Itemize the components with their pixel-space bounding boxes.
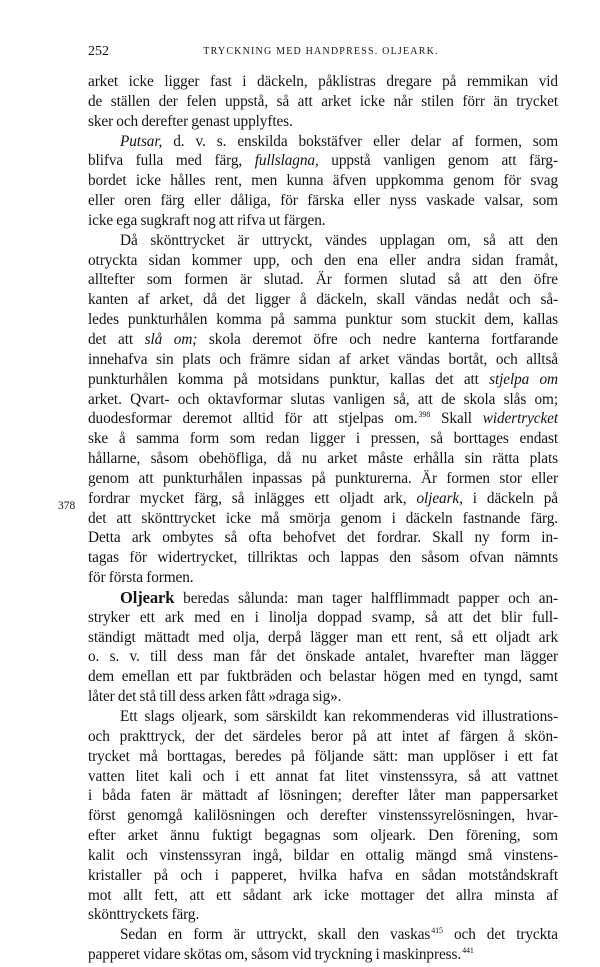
- running-title: TRYCKNING MED HANDPRESS. OLJEARK.: [203, 46, 439, 57]
- text-line: o. s. v. till dess man får det önskade antalet, hvarefter man lägger: [88, 648, 558, 666]
- text-line: Putsar, d. v. s. enskilda bokstäfver eller delar af formen, som: [120, 132, 558, 150]
- footnote-ref: 415: [431, 926, 443, 936]
- text-line: det att skönttrycket icke må smörja genom i däckeln fastnande färg.: [88, 509, 558, 527]
- text-line: för första formen.: [88, 569, 194, 587]
- text-line: ske å samma form som redan ligger i pressen, så borttages endast: [88, 430, 558, 448]
- footnote-ref: 441: [462, 946, 474, 956]
- page-number: 252: [88, 44, 109, 59]
- text-line: kalit och vinstenssyran ingå, bildar en ottalig mängd små vinstens-: [88, 846, 558, 864]
- section-headword: Oljeark: [120, 587, 175, 607]
- italic-term: stjelpa om: [489, 370, 558, 388]
- footnote-ref: 398: [418, 410, 431, 420]
- text-line: ständigt mättadt med olja, derpå lägger man ett rent, så ett oljadt ark: [88, 628, 558, 646]
- text-line: innehafva sin plats och främre sidan af arket vändas bortåt, och alltså: [88, 350, 558, 368]
- text-line: arket icke ligger fast i däckeln, påklistras dregare på remmikan vid: [88, 73, 558, 90]
- text-line: och prakttryck, der det särdeles beror på att intet af färgen å skön-: [88, 727, 558, 745]
- text-line: sker och derefter genast upplyftes.: [88, 112, 293, 130]
- text-line: icke ega sugkraft nog att rifva ut färgen.: [88, 211, 326, 229]
- text-line: Ett slags oljeark, som särskildt kan rekommenderas vid illustrations-: [120, 708, 558, 725]
- text-line: kanten af arket, då det ligger å däckeln, skall vändas nedåt och så-: [88, 291, 558, 309]
- text-line: Då skönttrycket är uttryckt, vändes upplagan om, så att den: [120, 231, 558, 249]
- text-line: mot allt fett, att ett sådant ark icke mottager det allra minsta af: [88, 886, 558, 904]
- text-line: tagas för widertrycket, tillriktas och lappas den såsom ofvan nämnts: [88, 549, 558, 567]
- text-line: eller oren färg eller dåliga, för färska eller nyss vaskade valsar, som: [88, 192, 558, 210]
- text-line: alltefter som formen är slutad. Är formen slutad så att den öfre: [88, 271, 558, 289]
- text-line: vatten litet kali och i ett annat fat litet vinstenssyra, så att vattnet: [88, 767, 558, 785]
- text-line: de ställen der felen uppstå, så att arket icke når stilen förr än trycket: [88, 92, 558, 110]
- text-line: blifva fulla med färg, fullslagna, uppstå vanligen genom att färg-: [88, 152, 558, 170]
- italic-term: fullslagna,: [254, 152, 319, 170]
- italic-term: Putsar,: [120, 132, 163, 150]
- text-line: Sedan en form är uttryckt, skall den vaskas$^{415}$ och det tryckta: [120, 926, 558, 944]
- text-line: det att slå om; skola deremot öfre och nedre kanterna fortfarande: [88, 330, 559, 348]
- margin-number: 378: [58, 500, 76, 512]
- italic-term: slå om;: [144, 330, 198, 348]
- text-line: dem emellan ett par fuktbräden och belastar högen med en tyngd, samt: [88, 668, 558, 686]
- text-line: kristaller på och i papperet, hvilka hafva en sådan motståndskraft: [88, 866, 558, 884]
- running-head: [88, 44, 554, 64]
- text-line: stryker ett ark med en i linolja doppad svamp, så att det blir full-: [88, 608, 558, 626]
- text-line: skönttryckets färg.: [88, 906, 200, 924]
- text-line: otryckta sidan kommer upp, och den ena eller andra sidan framåt,: [88, 251, 558, 269]
- text-line: hållarne, såsom obehöfliga, då nu arket måste erhålla sin rätta plats: [88, 450, 558, 468]
- text-line: bordet icke hålles rent, men kunna äfven uppkomma genom för svag: [88, 172, 558, 190]
- text-line: arket. Qvart- och oktavformar slutas vanligen så, att de skola slås om;: [88, 390, 558, 408]
- text-line: punkturhålen komma på motsidans punktur, kallas det att stjelpa om: [88, 370, 558, 388]
- text-line: genom att punkturhålen inpassas på punkturerna. Är formen stor eller: [88, 469, 558, 487]
- text-line: fordrar mycket färg, så inlägges ett oljadt ark, oljeark, i däckeln på: [88, 489, 558, 507]
- text-line: trycket må borttagas, beredes på följande sätt: man upplöser i ett fat: [88, 747, 558, 765]
- text-line: papperet vidare skötas om, såsom vid tryckning i maskinpress.$^{441}$: [88, 946, 474, 964]
- text-line: i båda faten är mättadt af lösningen; derefter låter man pappersarket: [88, 787, 558, 805]
- body-text: [88, 72, 558, 965]
- text-line: låter det stå till dess arken fått »draga sig».: [88, 688, 342, 706]
- text-line: duodesformar deremot alltid för att stjelpas om.$^{398}$ Skall widertrycket: [88, 410, 558, 428]
- italic-term: oljeark,: [416, 489, 463, 507]
- text-line: först genomgå kalilösningen och derefter vinstenssyrelösningen, hvar-: [88, 807, 558, 825]
- text-line: Oljeark beredas sålunda: man tager halfflimmadt papper och an-: [120, 587, 558, 607]
- text-line: ledes punkturhålen komma på samma punktur som stuckit dem, kallas: [88, 311, 558, 329]
- text-line: Detta ark ombytes så ofta behofvet det fordrar. Skall ny form in-: [88, 529, 558, 547]
- text-line: efter arket ännu fuktigt begagnas som oljeark. Den förening, som: [88, 827, 558, 845]
- italic-term: widertrycket: [482, 410, 558, 428]
